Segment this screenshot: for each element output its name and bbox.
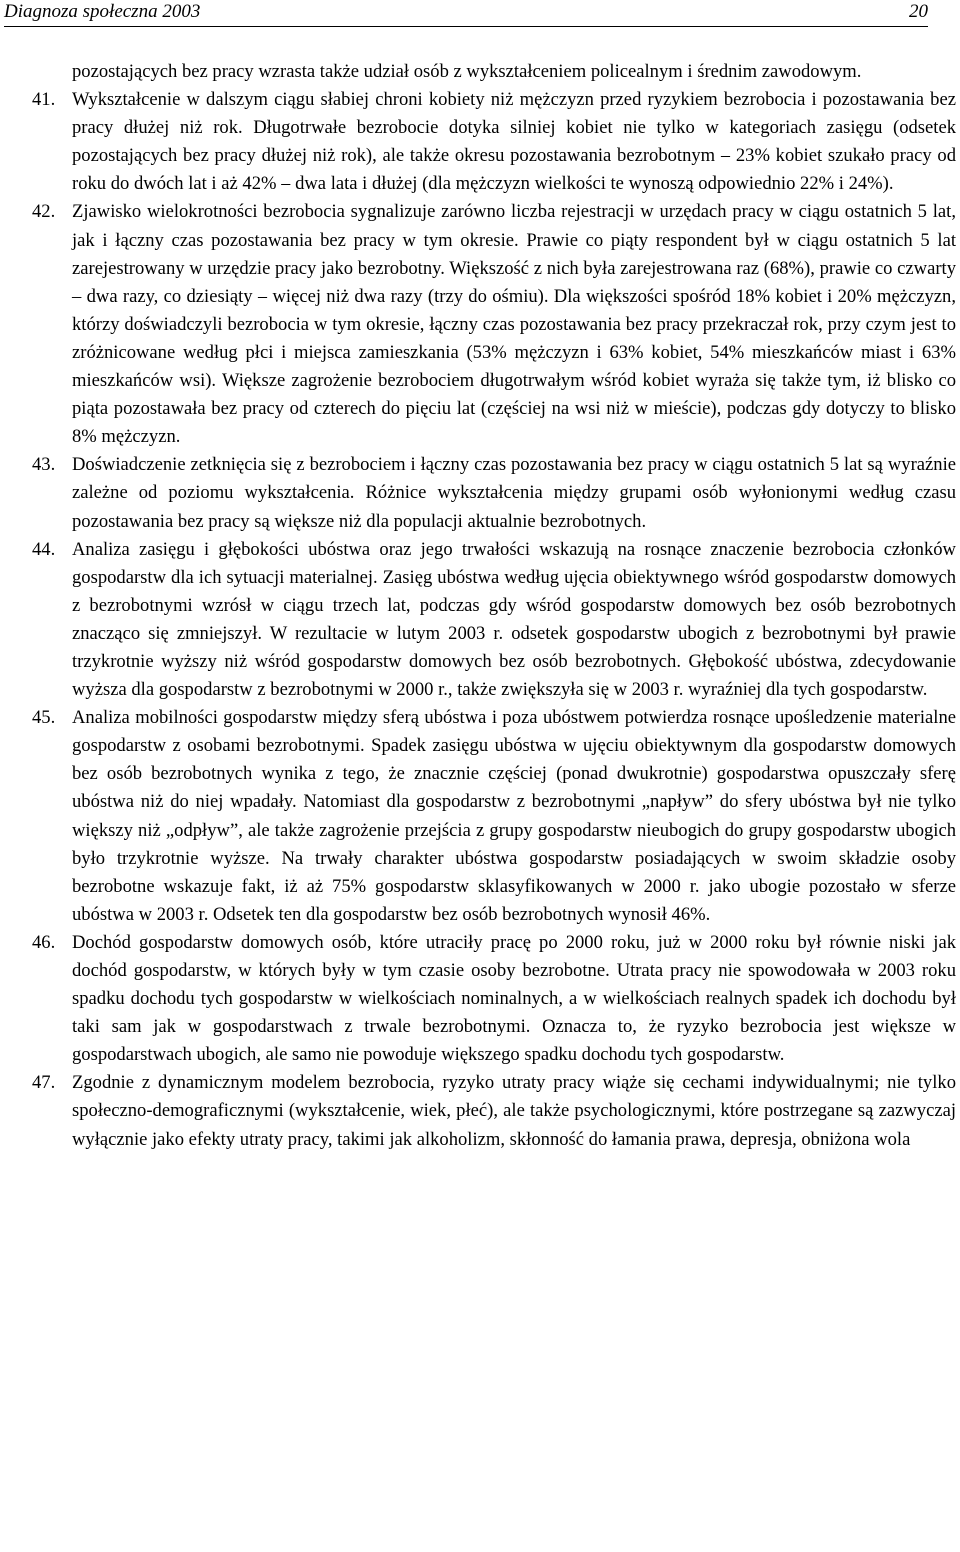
document-title: Diagnoza społeczna 2003 — [4, 1, 201, 22]
paragraph-number: 42. — [32, 201, 56, 223]
paragraph-continuation — [32, 58, 956, 86]
paragraph-text: Dochód gospodarstw domowych osób, które utraciły pracę po 2000 roku, już w 2000 roku był równie niski jak dochód gospodarstw, w których były w tym czasie osoby bezrobotne. Utrata pracy nie spowodowała w 2003 roku spadku dochodu tych gospodarstw w wielkościach nominalnych, a w wielkościach realnych spadek ich dochodu był taki sam jak w gospodarstwach z trwale bezrobotnymi. Oznacza to, że ryzyko bezrobocia jest większe w gospodarstwach ubogich, ale samo nie powoduje większego spadku dochodu tych gospodarstw. — [72, 931, 956, 1066]
paragraph-text: Zgodnie z dynamicznym modelem bezrobocia, ryzyko utraty pracy wiąże się cechami indywidualnymi; nie tylko społeczno-demograficznymi (wykształcenie, wiek, płeć), ale także psychologicznymi, które postrzegane są zazwyczaj wyłącznie jako efekty utraty pracy, takimi jak alkoholizm, skłonność do łamania prawa, depresja, obniżona wola — [72, 1072, 956, 1150]
paragraph-text: Zjawisko wielokrotności bezrobocia sygnalizuje zarówno liczba rejestracji w urzędach pracy w ciągu ostatnich 5 lat, jak i łączny czas pozostawania bez pracy w tym okresie. Prawie co piąty respondent był w ciągu ostatnich 5 lat zarejestrowany w urzędzie pracy jako bezrobotny. Większość z nich była zarejestrowana raz (68%), prawie co czwarty – dwa razy, co dziesiąty ⎯ więcej niż dwa razy (trzy do ośmiu). Dla większości spośród 18% kobiet i 20% mężczyzn, którzy doświadczyli bezrobocia w tym okresie, łączny czas pozostawania bez pracy przekraczał rok, przy czym jest to zróżnicowane według płci i miejsca zamieszkania (53% mężczyzn i 63% kobiet, 54% mieszkańców miast i 63% mieszkańców wsi). Większe zagrożenie bezrobociem długotrwałym wśród kobiet wyraża się także tym, iż blisko co piąta pozostawała bez pracy od czterech do pięciu lat (częściej na wsi niż w mieście), podczas gdy dotyczy to blisko 8% mężczyzn. — [72, 201, 956, 448]
page-header — [4, 0, 928, 27]
paragraph-41 — [32, 86, 956, 198]
paragraph-42 — [32, 198, 956, 451]
paragraph-text: Wykształcenie w dalszym ciągu słabiej chroni kobiety niż mężczyzn przed ryzykiem bezrobocia i pozostawania bez pracy dłużej niż rok. Długotrwałe bezrobocie dotyka silniej kobiet nie tylko w kategoriach zasięgu (odsetek pozostających bez pracy dłużej niż rok), ale także okresu pozostawania bezrobotnym ⎯ 23% kobiet szukało pracy od roku do dwóch lat i aż 42% ⎯ dwa lata i dłużej (dla mężczyzn wielkości te wynoszą odpowiednio 22% i 24%). — [72, 89, 956, 195]
paragraph-text: pozostających bez pracy wzrasta także udział osób z wykształceniem policealnym i średnim zawodowym. — [72, 61, 862, 82]
paragraph-number: 43. — [32, 454, 56, 476]
paragraph-text: Doświadczenie zetknięcia się z bezrobociem i łączny czas pozostawania bez pracy w ciągu ostatnich 5 lat są wyraźnie zależne od poziomu wykształcenia. Różnice wykształcenia między grupami osób wyłonionymi według czasu pozostawania bez pracy są większe niż dla populacji aktualnie bezrobotnych. — [72, 454, 956, 532]
paragraph-number: 44. — [32, 538, 56, 560]
paragraph-number: 46. — [32, 931, 56, 953]
document-body — [32, 58, 956, 1154]
paragraph-number: 41. — [32, 89, 56, 111]
paragraph-text: Analiza zasięgu i głębokości ubóstwa oraz jego trwałości wskazują na rosnące znaczenie bezrobocia członków gospodarstw dla ich sytuacji materialnej. Zasięg ubóstwa według ujęcia obiektywnego wśród gospodarstw domowych z bezrobotnymi wzrósł w ciągu trzech lat, podczas gdy wśród gospodarstw domowych bez osób bezrobotnych znacząco się zmniejszył. W rezultacie w lutym 2003 r. odsetek gospodarstw ubogich z bezrobotnymi był prawie trzykrotnie wyższy niż wśród gospodarstw domowych bez osób bezrobotnych. Głębokość ubóstwa, zdecydowanie wyższa dla gospodarstw z bezrobotnymi w 2000 r., także zwiększyła się w 2003 r. wyraźniej dla tych gospodarstw. — [72, 538, 956, 701]
paragraph-number: 45. — [32, 707, 56, 729]
paragraph-46 — [32, 929, 956, 1069]
paragraph-43 — [32, 451, 956, 535]
paragraph-47 — [32, 1069, 956, 1153]
paragraph-text: Analiza mobilności gospodarstw między sferą ubóstwa i poza ubóstwem potwierdza rosnące upośledzenie materialne gospodarstw z osobami bezrobotnymi. Spadek zasięgu ubóstwa w ujęciu obiektywnym dla gospodarstw domowych bez osób bezrobotnych wynika z tego, że znacznie częściej (ponad dwukrotnie) gospodarstwa opuszczały sferę ubóstwa niż do niej wpadały. Natomiast dla gospodarstw z bezrobotnymi „napływ” do sfery ubóstwa był nie tylko większy niż „odpływ”, ale także zagrożenie przejścia z grupy gospodarstw nieubogich do grupy gospodarstw ubogich było trzykrotnie wyższe. Na trwały charakter ubóstwa gospodarstw posiadających w swoim składzie osoby bezrobotne wskazuje fakt, iż aż 75% gospodarstw sklasyfikowanych w 2000 r. jako ubogie pozostało w sferze ubóstwa w 2003 r. Odsetek ten dla gospodarstw bez osób bezrobotnych wynosił 46%. — [72, 707, 956, 925]
paragraph-44 — [32, 536, 956, 705]
page-number: 20 — [909, 1, 928, 22]
paragraph-number: 47. — [32, 1072, 56, 1094]
paragraph-45 — [32, 704, 956, 929]
